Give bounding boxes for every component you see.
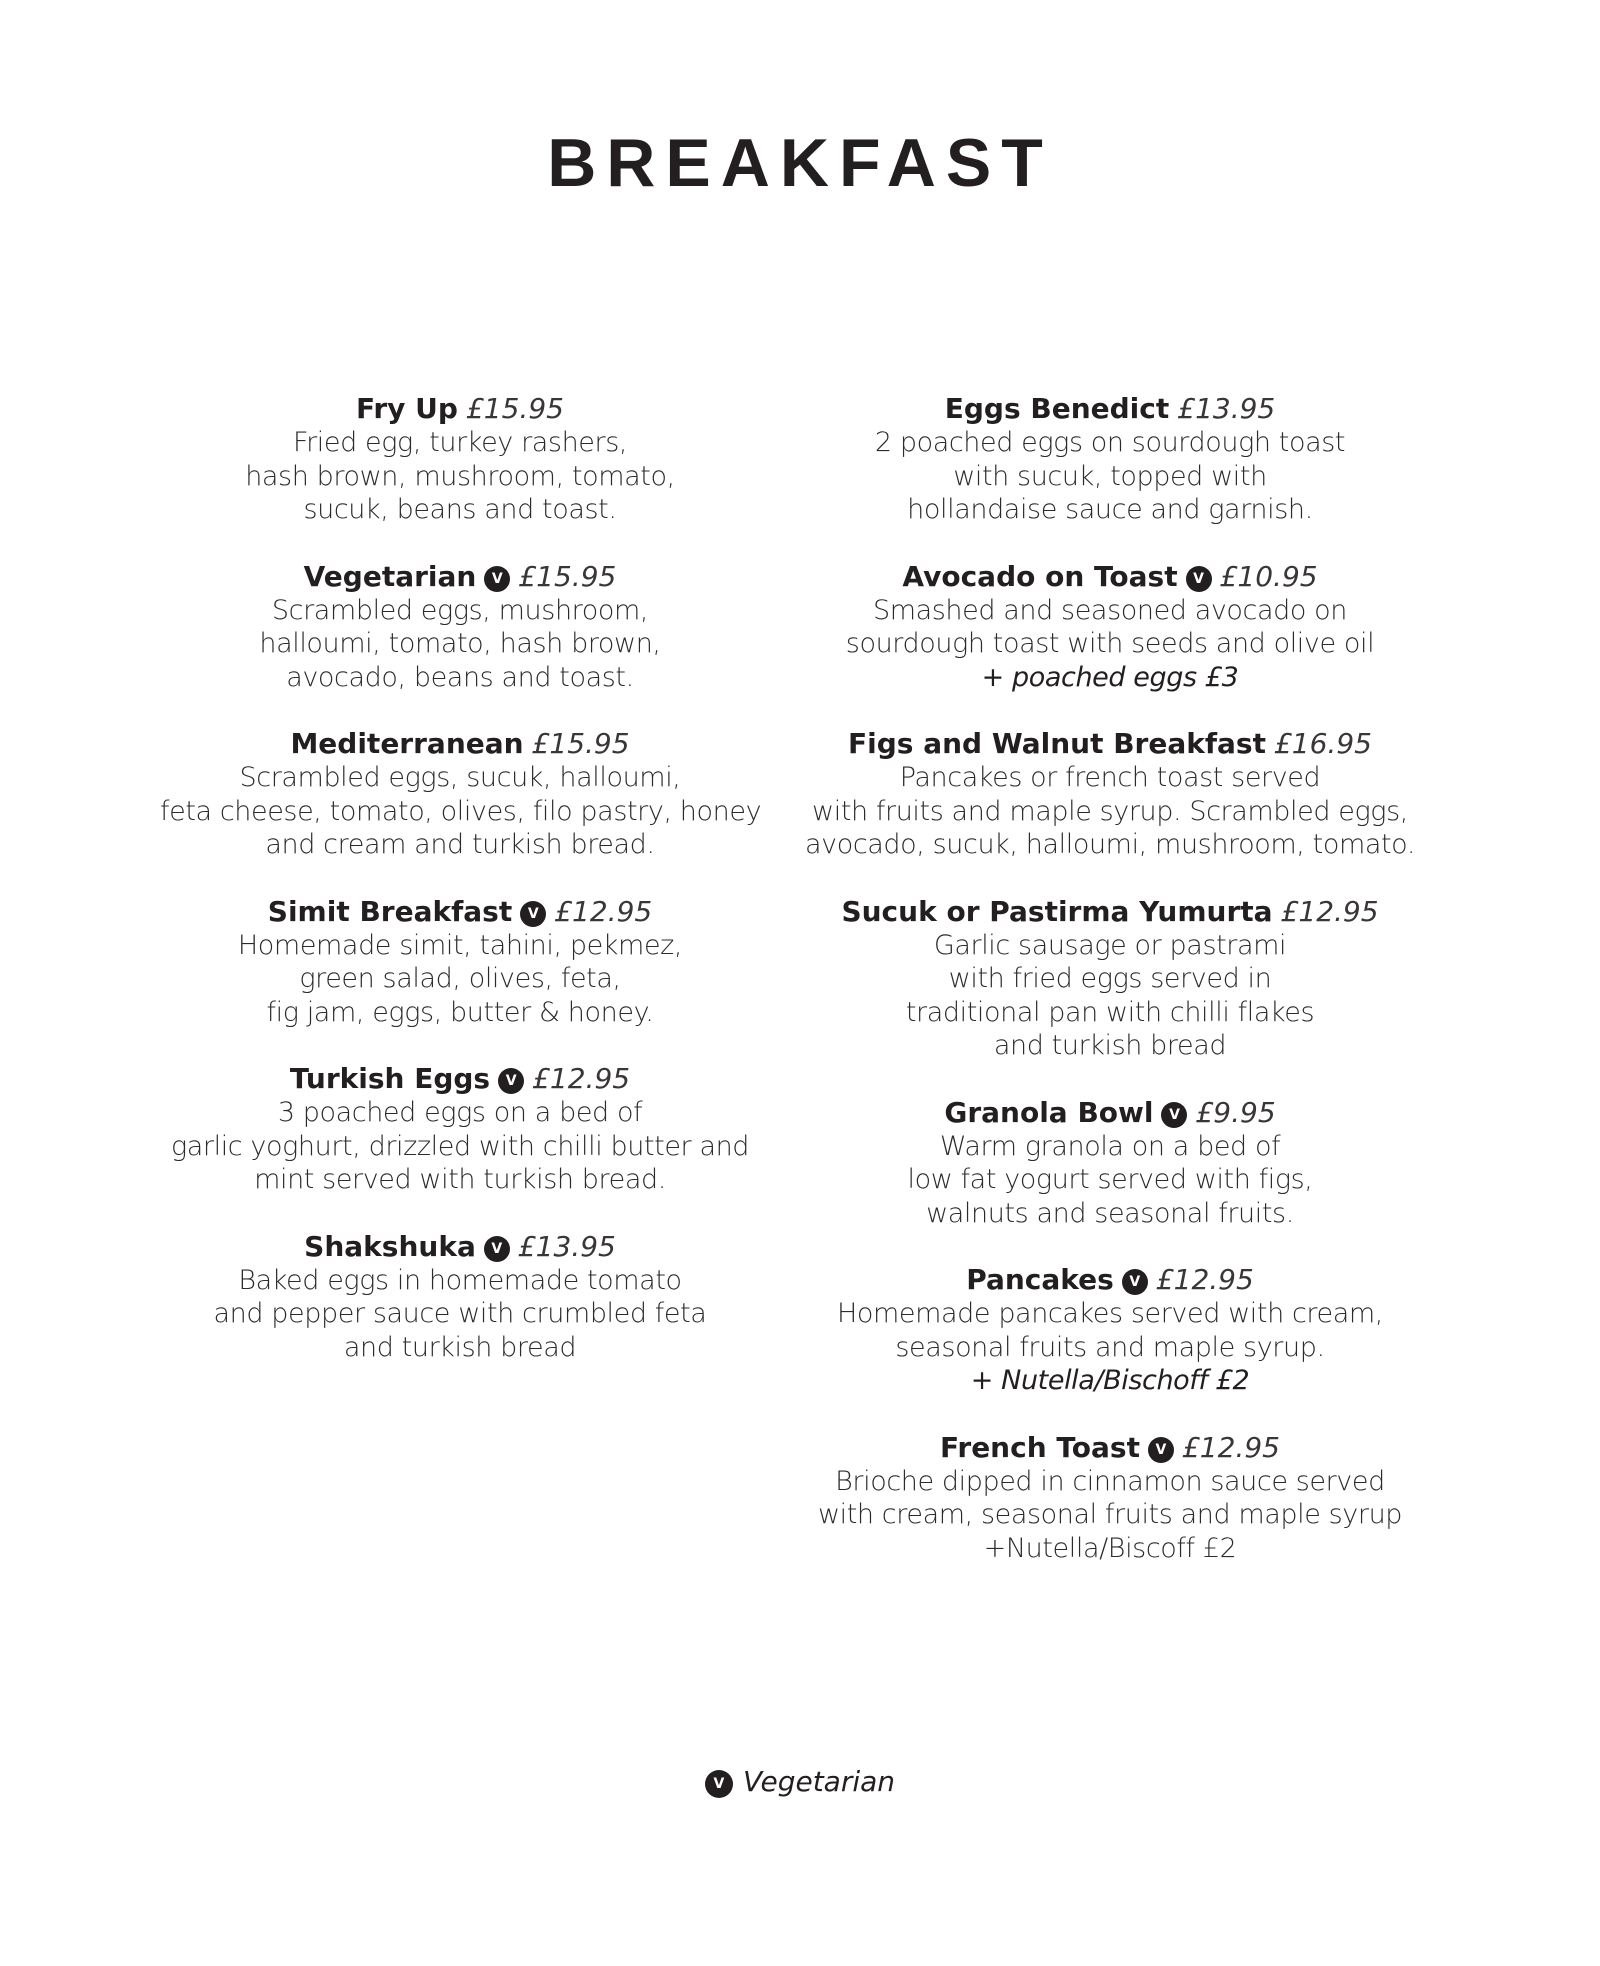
description-line: hash brown, mushroom, tomato, bbox=[245, 460, 675, 492]
item-description bbox=[800, 929, 1420, 1063]
item-price: £13.95 bbox=[517, 1229, 616, 1263]
menu-item bbox=[160, 727, 760, 862]
menu-item bbox=[160, 392, 760, 527]
item-price: £12.95 bbox=[1280, 894, 1379, 928]
description-line: avocado, beans and toast. bbox=[286, 661, 634, 693]
item-name: Simit Breakfast bbox=[267, 894, 513, 928]
item-name: Shakshuka bbox=[304, 1229, 476, 1263]
menu-item bbox=[160, 895, 760, 1030]
vegetarian-icon: V bbox=[484, 1236, 510, 1262]
item-description bbox=[160, 594, 760, 695]
item-name: Mediterranean bbox=[290, 727, 524, 760]
description-line: walnuts and seasonal fruits. bbox=[926, 1197, 1294, 1229]
item-addon: + Nutella/Bischoff £2 bbox=[970, 1365, 1250, 1396]
description-line: low fat yogurt served with figs, bbox=[907, 1164, 1313, 1195]
menu-column-left bbox=[160, 392, 760, 1397]
vegetarian-icon: V bbox=[1186, 566, 1212, 592]
description-line: Baked eggs in homemade tomato bbox=[238, 1264, 682, 1296]
description-line: Homemade simit, tahini, pekmez, bbox=[237, 929, 683, 961]
description-line: sucuk, beans and toast. bbox=[303, 494, 617, 525]
item-price: £16.95 bbox=[1273, 727, 1372, 760]
description-line: Fried egg, turkey rashers, bbox=[292, 427, 628, 458]
description-line: Brioche dipped in cinnamon sauce served bbox=[835, 1465, 1385, 1497]
description-line: hollandaise sauce and garnish. bbox=[907, 494, 1313, 525]
description-line: with cream, seasonal fruits and maple syrup bbox=[817, 1499, 1403, 1530]
description-line: with sucuk, topped with bbox=[953, 460, 1267, 492]
description-line: Scrambled eggs, mushroom, bbox=[271, 594, 649, 626]
menu-item bbox=[800, 560, 1420, 695]
vegetarian-icon: V bbox=[484, 566, 510, 592]
vegetarian-legend bbox=[0, 1765, 1600, 1798]
item-name: Sucuk or Pastirma Yumurta bbox=[841, 894, 1273, 928]
item-price: £12.95 bbox=[1181, 1430, 1280, 1464]
description-line: sourdough toast with seeds and olive oil bbox=[845, 628, 1375, 659]
description-line: garlic yoghurt, drizzled with chilli butter and bbox=[170, 1130, 750, 1162]
item-name: Vegetarian bbox=[303, 559, 477, 593]
item-description bbox=[800, 426, 1420, 527]
description-line: avocado, sucuk, halloumi, mushroom, tomato. bbox=[804, 829, 1416, 860]
description-line: Pancakes or french toast served bbox=[899, 762, 1321, 793]
item-description bbox=[800, 761, 1420, 862]
menu-item bbox=[160, 1230, 760, 1365]
item-price: £15.95 bbox=[531, 727, 630, 760]
item-name: Granola Bowl bbox=[944, 1095, 1154, 1129]
description-line: with fruits and maple syrup. Scrambled eggs, bbox=[812, 795, 1408, 827]
item-description bbox=[160, 426, 760, 527]
description-line: and turkish bread bbox=[343, 1331, 577, 1363]
description-line: Scrambled eggs, sucuk, halloumi, bbox=[239, 762, 681, 793]
menu-item bbox=[800, 1263, 1420, 1398]
description-line: Homemade pancakes served with cream, bbox=[837, 1298, 1383, 1329]
description-line: 2 poached eggs on sourdough toast bbox=[874, 427, 1346, 458]
item-description bbox=[800, 1297, 1420, 1398]
menu-column-right bbox=[800, 392, 1420, 1598]
description-line: green salad, olives, feta, bbox=[299, 963, 621, 994]
vegetarian-icon: V bbox=[1161, 1102, 1187, 1128]
menu-item bbox=[160, 1062, 760, 1197]
item-name: Pancakes bbox=[966, 1263, 1114, 1296]
menu-item bbox=[160, 560, 760, 695]
vegetarian-icon: V bbox=[1122, 1269, 1148, 1295]
menu-item bbox=[800, 895, 1420, 1063]
description-line: Warm granola on a bed of bbox=[939, 1130, 1281, 1162]
item-name: Turkish Eggs bbox=[289, 1062, 491, 1095]
item-description bbox=[160, 761, 760, 862]
item-description bbox=[160, 1264, 760, 1365]
vegetarian-icon: V bbox=[705, 1770, 733, 1798]
description-line: and cream and turkish bread. bbox=[265, 829, 655, 860]
item-price: £13.95 bbox=[1177, 392, 1276, 425]
item-description bbox=[800, 594, 1420, 695]
item-name: Avocado on Toast bbox=[902, 559, 1178, 593]
item-price: £9.95 bbox=[1195, 1095, 1276, 1129]
vegetarian-icon: V bbox=[1148, 1437, 1174, 1463]
item-addon: +Nutella/Biscoff £2 bbox=[983, 1532, 1237, 1564]
item-price: £12.95 bbox=[532, 1062, 631, 1095]
description-line: Garlic sausage or pastrami bbox=[933, 929, 1287, 961]
description-line: and turkish bread bbox=[993, 1030, 1227, 1061]
item-price: £12.95 bbox=[1155, 1263, 1254, 1296]
item-name: French Toast bbox=[940, 1430, 1140, 1464]
item-description bbox=[160, 929, 760, 1030]
description-line: seasonal fruits and maple syrup. bbox=[895, 1331, 1325, 1363]
legend-label: Vegetarian bbox=[742, 1765, 896, 1798]
description-line: and pepper sauce with crumbled feta bbox=[213, 1298, 707, 1329]
description-line: feta cheese, tomato, olives, filo pastry, honey bbox=[160, 795, 762, 827]
description-line: 3 poached eggs on a bed of bbox=[277, 1097, 643, 1128]
vegetarian-icon: V bbox=[498, 1068, 524, 1094]
page-title: BREAKFAST bbox=[547, 125, 1053, 201]
item-description bbox=[800, 1465, 1420, 1566]
menu-item bbox=[800, 1096, 1420, 1231]
description-line: traditional pan with chilli flakes bbox=[905, 996, 1315, 1028]
item-description bbox=[160, 1096, 760, 1197]
item-price: £15.95 bbox=[518, 559, 617, 593]
item-addon: + poached eggs £3 bbox=[981, 661, 1239, 693]
vegetarian-icon: V bbox=[520, 901, 546, 927]
description-line: fig jam, eggs, butter & honey. bbox=[266, 996, 654, 1028]
item-name: Figs and Walnut Breakfast bbox=[848, 727, 1266, 760]
item-description bbox=[800, 1130, 1420, 1231]
description-line: halloumi, tomato, hash brown, bbox=[259, 628, 661, 659]
item-price: £10.95 bbox=[1219, 559, 1318, 593]
description-line: with fried eggs served in bbox=[948, 963, 1272, 994]
menu-item bbox=[800, 1431, 1420, 1566]
item-name: Eggs Benedict bbox=[944, 392, 1170, 425]
item-name: Fry Up bbox=[356, 392, 458, 425]
description-line: Smashed and seasoned avocado on bbox=[872, 594, 1348, 626]
menu-item bbox=[800, 727, 1420, 862]
description-line: mint served with turkish bread. bbox=[254, 1164, 666, 1195]
item-price: £15.95 bbox=[465, 392, 564, 425]
item-price: £12.95 bbox=[554, 894, 653, 928]
menu-item bbox=[800, 392, 1420, 527]
